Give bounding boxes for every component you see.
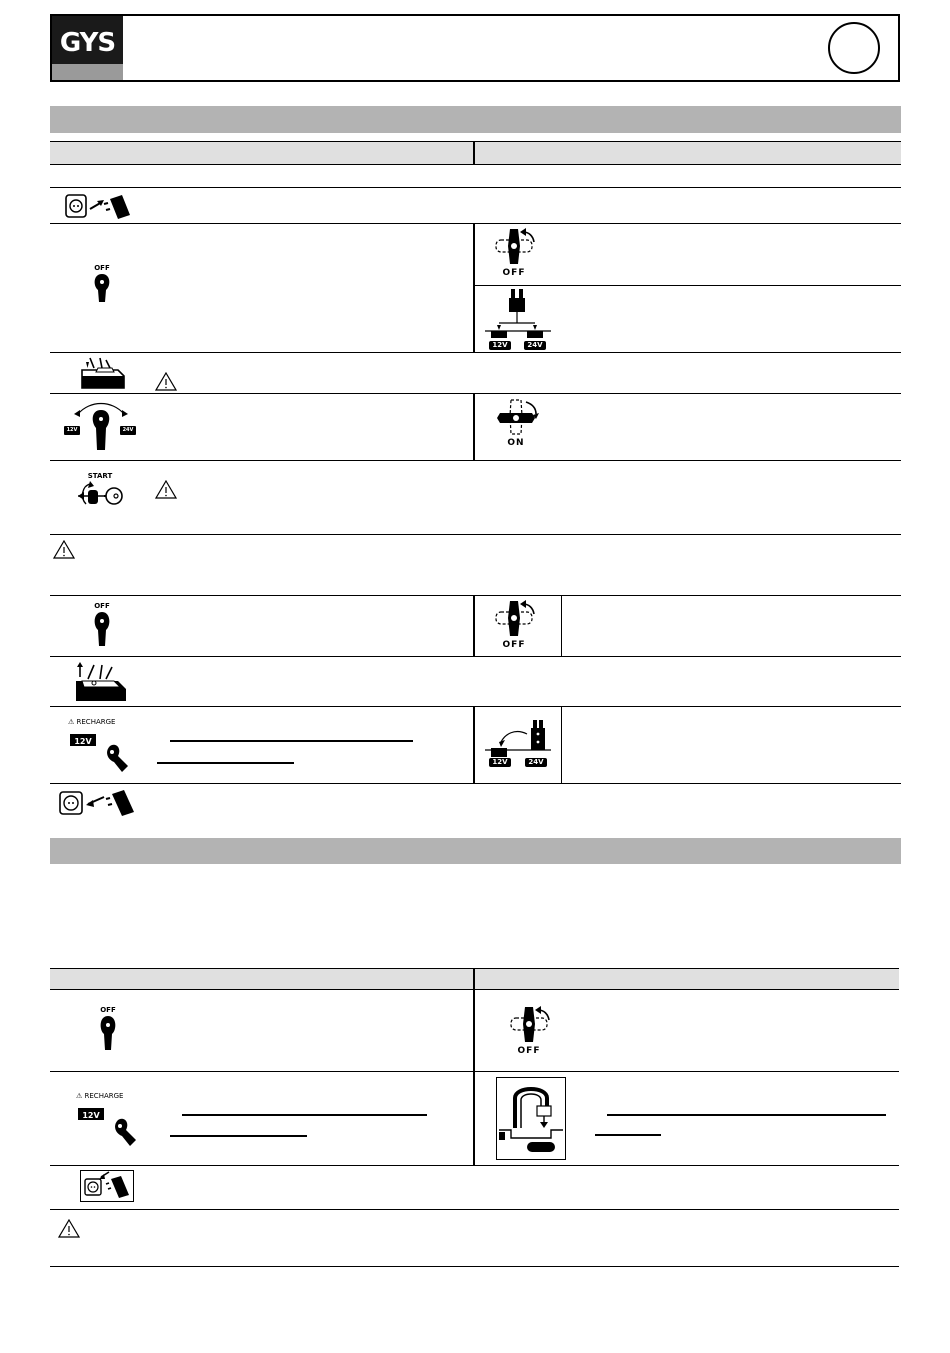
row-divider bbox=[50, 393, 901, 394]
voltage-selector-icon bbox=[62, 398, 140, 454]
column-divider bbox=[473, 706, 475, 783]
off-label: OFF bbox=[502, 268, 526, 278]
on-knob-icon bbox=[494, 398, 542, 448]
row-divider bbox=[475, 285, 901, 286]
recharge-label: RECHARGE bbox=[76, 718, 116, 726]
off-knob-icon bbox=[493, 226, 543, 278]
connector-12v-icon bbox=[483, 718, 553, 768]
row-divider bbox=[50, 1209, 899, 1210]
voltage-12v-label: 12V bbox=[492, 758, 508, 766]
underlined-text-line bbox=[595, 1134, 661, 1136]
warning-mini-icon: ⚠ bbox=[68, 718, 75, 726]
cell-divider bbox=[561, 595, 562, 656]
recharge-label: RECHARGE bbox=[84, 1092, 124, 1100]
recharge-caption bbox=[68, 718, 138, 726]
off-label: OFF bbox=[94, 264, 110, 272]
voltage-connector-icon bbox=[483, 287, 553, 351]
column-divider bbox=[473, 968, 475, 1165]
row-divider bbox=[50, 534, 901, 535]
on-label: ON bbox=[507, 438, 525, 448]
column-divider bbox=[473, 223, 475, 352]
cell-divider bbox=[561, 706, 562, 783]
off-selector-icon bbox=[86, 1006, 130, 1054]
row-divider bbox=[50, 460, 901, 461]
column-divider bbox=[473, 393, 475, 460]
warning-icon bbox=[155, 372, 177, 391]
underlined-text-line bbox=[157, 762, 294, 764]
row-divider bbox=[50, 187, 901, 188]
voltage-24v-label: 24V bbox=[122, 427, 134, 433]
warning-icon bbox=[155, 480, 177, 499]
page-header bbox=[50, 14, 900, 82]
voltage-12v-label: 12V bbox=[66, 427, 78, 433]
voltage-12v-label: 12V bbox=[492, 341, 508, 349]
column-header-band-1 bbox=[50, 141, 901, 165]
remove-clamps-icon bbox=[74, 661, 130, 703]
off-selector-icon bbox=[80, 264, 124, 306]
start-label: START bbox=[87, 472, 113, 480]
row-divider bbox=[50, 706, 901, 707]
language-circle bbox=[828, 22, 880, 74]
off-label: OFF bbox=[517, 1046, 541, 1056]
off-selector-icon bbox=[80, 602, 124, 650]
underlined-text-line bbox=[182, 1114, 427, 1116]
voltage-12v-label: 12V bbox=[82, 1111, 100, 1120]
off-label: OFF bbox=[100, 1006, 116, 1014]
cable-storage-icon bbox=[496, 1077, 566, 1160]
off-knob-icon bbox=[508, 1004, 558, 1056]
recharge-caption bbox=[76, 1092, 146, 1100]
row-divider bbox=[50, 656, 901, 657]
section-band-2 bbox=[50, 838, 901, 864]
underlined-text-line bbox=[607, 1114, 886, 1116]
off-label: OFF bbox=[502, 640, 526, 650]
plug-in-icon bbox=[64, 191, 136, 221]
start-key-icon bbox=[76, 472, 128, 512]
brand-logo-bar bbox=[52, 64, 123, 80]
row-divider bbox=[50, 783, 901, 784]
voltage-24v-label: 24V bbox=[528, 758, 544, 766]
row-divider bbox=[50, 1071, 899, 1072]
voltage-24v-label: 24V bbox=[527, 341, 543, 349]
column-divider bbox=[473, 141, 475, 165]
off-label: OFF bbox=[94, 602, 110, 610]
column-divider bbox=[473, 595, 475, 656]
underlined-text-line bbox=[170, 1135, 307, 1137]
warning-icon bbox=[58, 1219, 80, 1238]
warning-mini-icon: ⚠ bbox=[76, 1092, 83, 1100]
brand-logo-text: GYS bbox=[59, 28, 116, 58]
unplug-boxed-icon bbox=[80, 1170, 134, 1202]
recharge-12v-icon bbox=[68, 718, 138, 772]
voltage-12v-label: 12V bbox=[74, 737, 92, 746]
row-divider bbox=[50, 1165, 899, 1166]
warning-icon bbox=[53, 540, 75, 559]
brand-logo bbox=[52, 16, 123, 80]
row-divider bbox=[50, 223, 901, 224]
underlined-text-line bbox=[170, 740, 413, 742]
section-band-1 bbox=[50, 106, 901, 133]
recharge-12v-icon bbox=[76, 1092, 146, 1146]
battery-clamps-icon bbox=[78, 356, 128, 390]
row-divider bbox=[50, 595, 901, 596]
row-divider bbox=[50, 1266, 899, 1267]
off-knob-icon bbox=[493, 598, 543, 650]
row-divider bbox=[50, 352, 901, 353]
unplug-icon bbox=[58, 788, 142, 818]
